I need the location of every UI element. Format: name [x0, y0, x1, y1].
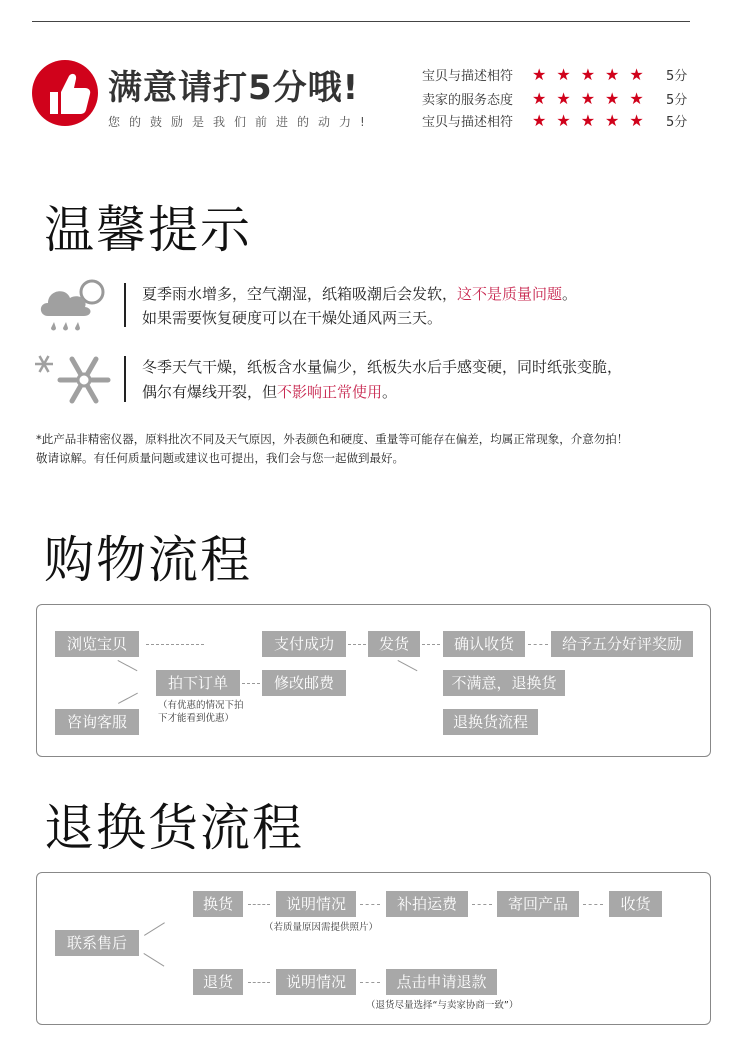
tip-divider [124, 283, 126, 327]
connector [248, 982, 270, 983]
summer-tip-line2: 如果需要恢复硬度可以在干燥处通风两三天。 [142, 309, 443, 327]
rating-score: 5分 [666, 92, 688, 108]
flow-node-postage: 补拍运费 [386, 891, 468, 917]
summer-tip-line1: 夏季雨水增多，空气潮湿，纸箱吸潮后会发软，这不是质量问题。 [142, 285, 578, 303]
return-flow-title: 退换货流程 [44, 799, 304, 857]
explain-note: （若质量原因需提供照片） [264, 922, 379, 933]
connector [472, 904, 492, 905]
flow-node-contact-service: 联系售后 [55, 930, 139, 956]
rating-row-service [422, 87, 687, 109]
connector [248, 904, 270, 905]
flow-node-refund: 退货 [193, 969, 243, 995]
flow-node-return-flow: 退换货流程 [443, 709, 538, 735]
five-stars-icon: ★★★★★ [532, 110, 654, 130]
connector [146, 644, 204, 645]
connector [360, 982, 380, 983]
flow-node-order: 拍下订单 [156, 670, 240, 696]
flow-node-rate: 给予五分好评奖励 [551, 631, 693, 657]
flow-node-exchange: 换货 [193, 891, 243, 917]
shopping-flow-title: 购物流程 [44, 531, 252, 589]
thumbs-up-logo-icon [30, 58, 100, 128]
flow-node-modify-postage: 修改邮费 [262, 670, 346, 696]
winter-tip-line1: 冬季天气干燥，纸板含水量偏少，纸板失水后手感变硬，同时纸张变脆， [142, 358, 623, 376]
product-note-line1: *此产品非精密仪器，原料批次不同及天气原因，外表颜色和硬度、重量等可能存在偏差，均属正常现象，介意勿拍！ [36, 432, 629, 446]
flow-node-send-back: 寄回产品 [497, 891, 579, 917]
tip-divider [124, 356, 126, 402]
tips-title: 温馨提示 [44, 201, 252, 259]
winter-tip-line2: 偶尔有爆线开裂，但不影响正常使用。 [142, 383, 398, 401]
flow-node-confirm: 确认收货 [443, 631, 525, 657]
connector [242, 683, 260, 684]
top-divider [32, 21, 690, 22]
flow-node-explain: 说明情况 [276, 891, 356, 917]
rain-cloud-icon [36, 278, 110, 334]
rating-row-description [422, 63, 687, 85]
winter-tip-highlight: 不影响正常使用 [277, 383, 383, 401]
connector [583, 904, 603, 905]
rating-row-description-2 [422, 109, 687, 131]
apply-note: （退货尽量选择“与卖家协商一致”） [366, 1000, 519, 1011]
rating-score: 5分 [666, 68, 688, 84]
summer-tip-highlight: 这不是质量问题 [457, 285, 563, 303]
five-stars-icon: ★★★★★ [532, 88, 654, 108]
rating-label: 卖家的服务态度 [422, 92, 514, 108]
flow-node-browse: 浏览宝贝 [55, 631, 139, 657]
flow-node-ship: 发货 [368, 631, 420, 657]
product-note-line2: 敬请谅解。有任何质量问题或建议也可提出，我们会与您一起做到最好。 [36, 451, 404, 465]
connector [528, 644, 548, 645]
flow-node-unsatisfied: 不满意，退换货 [443, 670, 565, 696]
rating-subslogan: 您的鼓励是我们前进的动力! [108, 115, 374, 129]
order-note-line1: （有优惠的情况下拍 [158, 700, 244, 711]
flow-node-pay: 支付成功 [262, 631, 346, 657]
order-note-line2: 下才能看到优惠） [158, 713, 235, 724]
rating-label: 宝贝与描述相符 [422, 68, 514, 84]
connector [422, 644, 440, 645]
connector [348, 644, 366, 645]
flow-node-receive: 收货 [609, 891, 662, 917]
five-stars-icon: ★★★★★ [532, 64, 654, 84]
connector [360, 904, 380, 905]
snowflake-icon [32, 350, 114, 406]
flow-node-consult: 咨询客服 [55, 709, 139, 735]
flow-node-apply-refund: 点击申请退款 [386, 969, 497, 995]
rating-score: 5分 [666, 114, 688, 130]
flow-node-explain-2: 说明情况 [276, 969, 356, 995]
rating-label: 宝贝与描述相符 [422, 114, 514, 130]
rating-slogan: 满意请打5分哦! [108, 68, 360, 108]
